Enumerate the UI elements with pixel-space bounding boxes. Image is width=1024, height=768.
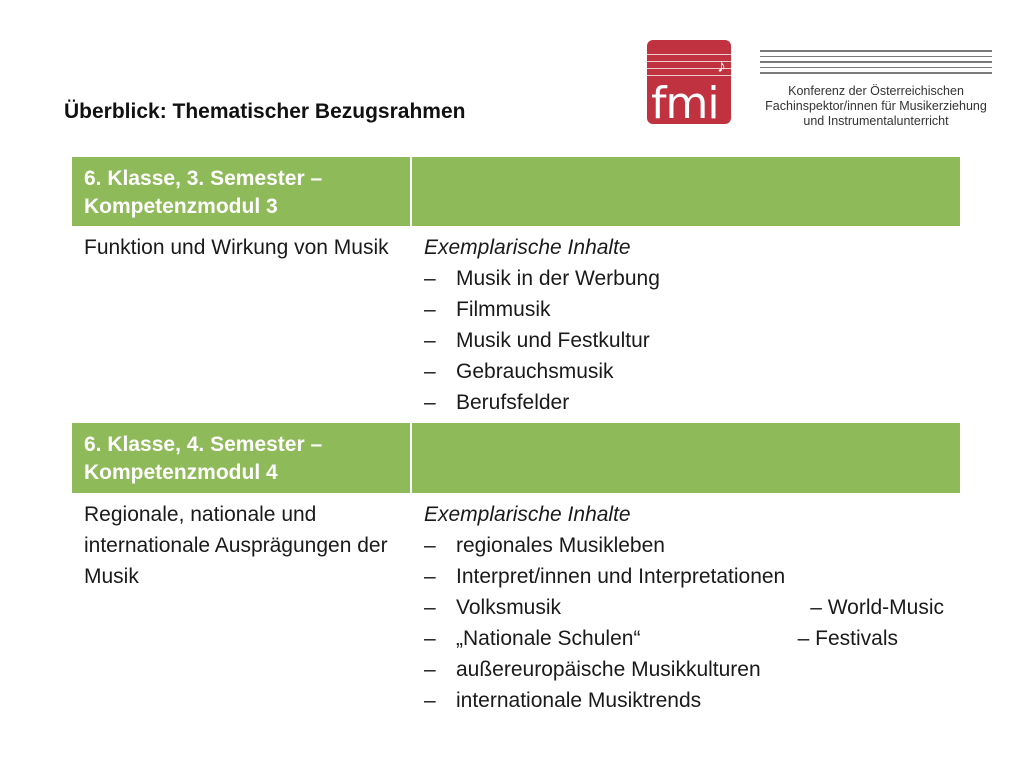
- fmi-logo: [647, 40, 731, 124]
- module-header: [72, 423, 410, 493]
- contents-label: Exemplarische Inhalte: [424, 503, 631, 526]
- dash-bullet: –: [424, 298, 436, 321]
- list-item: [424, 592, 948, 623]
- org-line: und Instrumentalunterricht: [803, 114, 949, 128]
- dash-bullet: –: [424, 534, 436, 557]
- list-item-text: Volksmusik: [456, 596, 562, 619]
- contents-label: Exemplarische Inhalte: [424, 236, 631, 259]
- list-item-extra: – Festivals: [797, 627, 898, 650]
- module-topic: Funktion und Wirkung von Musik: [72, 226, 410, 423]
- list-item-text: Gebrauchsmusik: [456, 360, 614, 383]
- list-item-text: Filmmusik: [456, 298, 551, 321]
- module-header-empty: [410, 423, 960, 493]
- list-item: [424, 623, 948, 654]
- dash-bullet: –: [424, 596, 436, 619]
- module-contents: [410, 226, 960, 423]
- dash-bullet: –: [424, 565, 436, 588]
- module-header: [72, 157, 410, 226]
- module-body-row: [72, 493, 960, 722]
- curriculum-table: [72, 157, 960, 722]
- list-item: [424, 530, 948, 561]
- list-item-text: Interpret/innen und Interpretationen: [456, 565, 786, 588]
- page-title: Überblick: Thematischer Bezugsrahmen: [64, 100, 466, 123]
- dash-bullet: –: [424, 658, 436, 681]
- list-item-text: außereuropäische Musikkulturen: [456, 658, 761, 681]
- list-item-extra: – World-Music: [810, 596, 944, 619]
- list-item: [424, 685, 948, 716]
- module-header-empty: [410, 157, 960, 226]
- staff-lines-decoration: [760, 50, 992, 78]
- dash-bullet: –: [424, 360, 436, 383]
- list-item: [424, 387, 948, 418]
- module-header-line: Kompetenzmodul 4: [84, 461, 278, 484]
- module-topic: Regionale, nationale und internationale Ausprägungen der Musik: [72, 493, 410, 722]
- list-item: [424, 263, 948, 294]
- dash-bullet: –: [424, 391, 436, 414]
- list-item: [424, 561, 948, 592]
- logo-text: fmi: [651, 78, 719, 124]
- list-item: [424, 294, 948, 325]
- dash-bullet: –: [424, 329, 436, 352]
- org-line: Fachinspektor/innen für Musikerziehung: [765, 99, 987, 113]
- dash-bullet: –: [424, 267, 436, 290]
- music-note-icon: ♪: [717, 56, 726, 76]
- org-line: Konferenz der Österreichischen: [788, 84, 964, 98]
- module-contents: [410, 493, 960, 722]
- module-header-row: [72, 423, 960, 493]
- list-item: [424, 356, 948, 387]
- list-item-text: Berufsfelder: [456, 391, 570, 414]
- organization-name: [750, 84, 1002, 129]
- list-item: [424, 325, 948, 356]
- list-item-text: internationale Musiktrends: [456, 689, 702, 712]
- module-header-row: [72, 157, 960, 226]
- module-header-line: 6. Klasse, 3. Semester –: [84, 167, 323, 190]
- list-item-text: Musik in der Werbung: [456, 267, 660, 290]
- list-item: [424, 654, 948, 685]
- module-header-line: 6. Klasse, 4. Semester –: [84, 433, 323, 456]
- module-body-row: [72, 226, 960, 423]
- list-item-text: Musik und Festkultur: [456, 329, 650, 352]
- list-item-text: „Nationale Schulen“: [456, 627, 641, 650]
- dash-bullet: –: [424, 627, 436, 650]
- dash-bullet: –: [424, 689, 436, 712]
- list-item-text: regionales Musikleben: [456, 534, 665, 557]
- module-header-line: Kompetenzmodul 3: [84, 195, 278, 218]
